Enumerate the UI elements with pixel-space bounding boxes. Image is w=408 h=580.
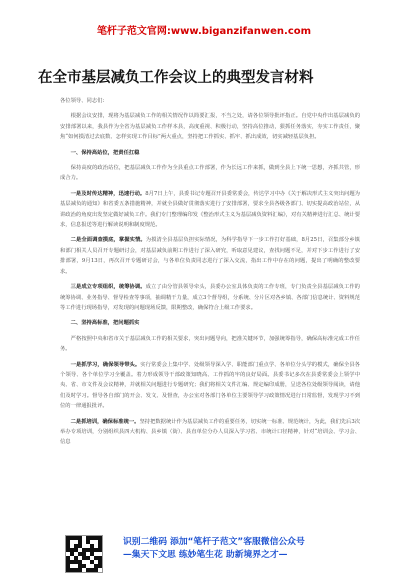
paragraph-text: 保持高度的政治站位，把基层减负工作作为全县重点工作部署，作为长远工作来抓，做到全县上下统一思想，齐抓共管，形成合力。 [60,165,360,182]
paragraph-lead: 一是抓学习，确保领导带头。 [70,361,141,368]
paragraph-lead: 二是全面调查摸底，掌握实情。 [70,237,146,244]
site-banner[interactable]: 笔杆子范文官网:www.biganzifanwen.com [96,26,312,37]
body-paragraph [60,189,360,231]
document-title: 在全市基层减负工作会议上的典型发言材料 [38,70,314,86]
footer-line-1: 识别二维码 添加“笔杆子范文”客服微信公众号 [123,537,305,547]
section-heading: 一、保持高站位，把责任扛稳 [70,149,140,156]
paragraph-lead: 二是抓培训，确保标准统一。 [70,418,140,425]
paragraph-lead: 三是成立专项组织，统筹协调。 [70,284,146,291]
body-paragraph [60,163,360,184]
section-heading: 二、坚持高标准，把问题抓实 [70,320,140,327]
paragraph-text: 坚持把数据统计作为基层减负工作的重要任务，切实统一标准、规范统计，为此，我们先后3次举办专项培训，分别组织县四大机构、县乡镇（街）、县直单位分办人员深入学习省、市统计口径精神，针对“培训会、学习会、信息 [60,418,361,446]
body-paragraph [60,360,360,412]
qr-code-icon[interactable] [65,535,103,573]
paragraph-text: 根据会议安排，现将为基层减负工作的相关情况作以简要汇报，不当之处，请各位领导批评指正。自党中央作出基层减负的安排部署以来，我县作为全省为基层减负工作样本县，高度重视、积极行动，坚持高位推动，狠抓任务落实，夯实工作责任，聚焦“如何摸清过去底数、怎样实现工作目标”两大重点，坚持把工作抓实、抓牢、抓出成效，切实减轻基层负担。 [60,113,360,141]
footer [65,535,355,575]
footer-line-2: —集天下文思 练妙笔生花 助新境界之才— [123,550,288,560]
paragraph-text: 严格按照中央和省市关于基层减负工作的相关要求，突出问题导向，把准关键环节，加强统筹指导，确保高标准完成工作任务。 [60,335,360,353]
paragraph-lead: 一是及时传达精神，迅速行动。 [70,190,146,197]
body-paragraph [60,235,360,277]
body-paragraph [60,334,360,355]
body-paragraph [60,282,360,313]
salutation: 各位领导、同志们: [60,98,105,104]
paragraph-text: 实行常委会上集中学、处级领导深入学、职能部门重点学、各单位分头学的模式，确保全县各个领导、各个单位学习全覆盖。着力形成领导干部政策知晓高、工作抓的牢的良好局面。县委书记多次在县委常委会上领学中央、省、市文件及会议精神，并就相关问题进行专题研究；我们将相关文件汇编、规定编印成册，呈送各位处级领导阅读，请他们及时学习。督导各自部门的开会、发文、及督查，办公室对各部门各单位主要领导学习政策情况进行日常监督，发现学习不到位的一律通报批评。 [60,361,360,410]
paragraph-text: 成立了由分管县领导牵头，县委办公室具体负责的工作专班，专门负责全县基层减负工作的统筹协调、业务指导、督导检查等事项，抽调精干力量，成立3个督导组，分系统、分片区对各乡镇、各部门信息统计、资料规范等工作进行现场指导，对发现的问题现场反馈，限期整改，确保符合上级工作要求。 [60,284,360,311]
document-body [60,96,360,448]
paragraph-text: 为摸清全县基层负担实际情况，为科学指导下一步工作打好基础，8月25日，召集部分乡镇和部门相关人员召开专题研讨会，对基层减负前期工作进行了深入研究，听取意见建议，查找问题不足，并对下步工作进行了安排部署，9月13日，再次召开专题研讨会，与各单位负责同志进行了深入交流，指出工作中存在的问题，提出了明确的整改要求。 [60,237,360,275]
body-paragraph [60,417,360,448]
body-paragraph [60,111,360,142]
paragraph-text: 8月7日上午，县委书记专题召开县委常委会，传达学习中办《关于解决形式主义突出问题为基层减负的通知》和省委五条措施精神，并就全县做好贯彻落实进行了安排部署，要求全县各级各部门、切实提高政治站位，从讲政治的角度出发坚定做好减负工作。我们专门整理编印发《整治形式主义为基层减负资料汇编》，对有关精神进行汇总、统计要求，信息报送等进行解读说明和制度规范。 [60,190,360,229]
